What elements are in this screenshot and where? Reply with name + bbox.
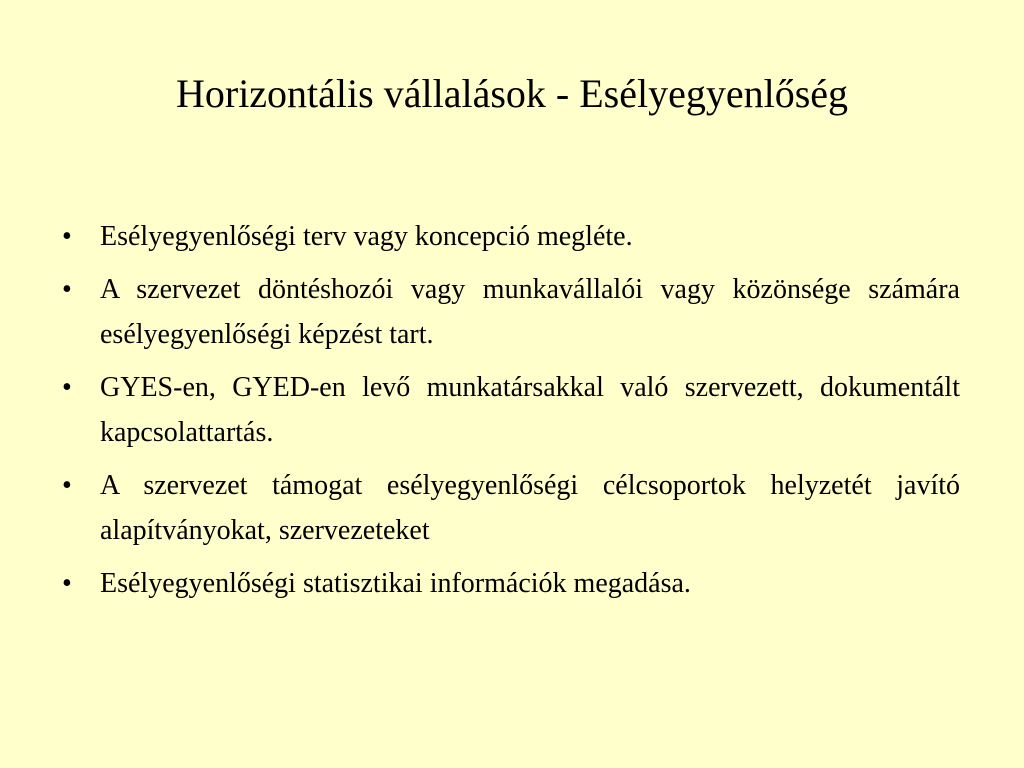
bullet-item-3 [62,365,960,455]
slide-title: Horizontális vállalások - Esélyegyenlőség [175,71,849,116]
bullet-text: GYES-en, GYED-en levő munkatársakkal való szervezett, dokumentált kapcsolattartás. [100,372,960,448]
bullet-icon: • [62,568,72,599]
bullet-icon: • [62,470,72,501]
bullet-item-5 [62,561,960,606]
bullet-text: A szervezet döntéshozói vagy munkavállalói vagy közönsége számára esélyegyenlőségi képzést tart. [100,274,960,350]
bullet-icon: • [62,372,72,403]
bullet-list [62,214,960,614]
bullet-item-2 [62,267,960,357]
bullet-item-4 [62,463,960,553]
bullet-icon: • [62,221,72,252]
bullet-text: Esélyegyenlőségi terv vagy koncepció megléte. [100,221,633,252]
bullet-icon: • [62,274,72,305]
bullet-text: Esélyegyenlőségi statisztikai információk megadása. [100,568,691,599]
bullet-item-1 [62,214,960,259]
bullet-text: A szervezet támogat esélyegyenlőségi célcsoportok helyzetét javító alapítványokat, szervezeteket [100,470,960,546]
